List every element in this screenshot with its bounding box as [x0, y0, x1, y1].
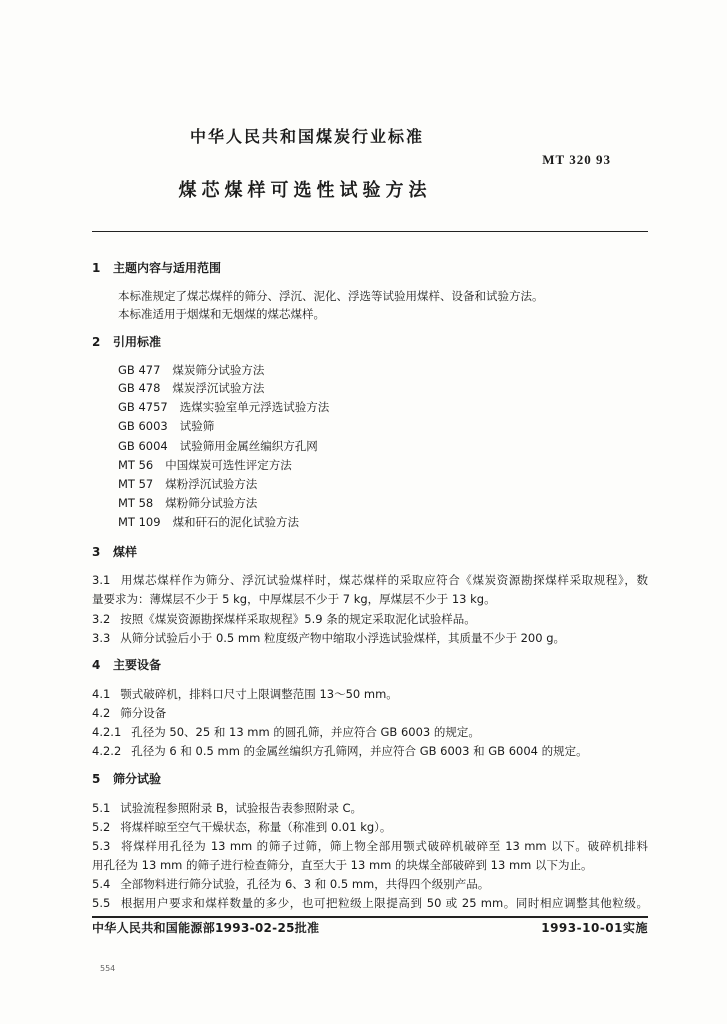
clause-number: 5.1	[92, 801, 111, 815]
reference-item	[118, 438, 318, 454]
reference-title: 选煤实验室单元浮选试验方法	[179, 400, 330, 414]
reference-item	[118, 514, 299, 530]
section-1-heading	[92, 260, 221, 276]
clause-text: 用煤芯煤样作为筛分、浮沉试验煤样时，煤芯煤样的采取应符合《煤炭资源勘探煤样采取规程》，数	[120, 573, 648, 587]
reference-code: GB 6004	[118, 439, 168, 453]
section-4-heading	[92, 657, 161, 673]
clause-number: 3.3	[92, 631, 111, 645]
clause-text: 孔径为 50、25 和 13 mm 的圆孔筛，并应符合 GB 6003 的规定。	[131, 725, 480, 739]
clause-line	[92, 800, 362, 816]
section-title: 筛分试验	[113, 772, 162, 786]
section-title: 煤样	[113, 545, 138, 559]
clause-number: 4.2	[92, 706, 111, 720]
reference-code: GB 478	[118, 381, 161, 395]
clause-line	[92, 895, 648, 911]
clause-line	[92, 876, 489, 892]
page-number: 554	[100, 964, 116, 973]
reference-code: MT 109	[118, 515, 161, 529]
reference-code: GB 4757	[118, 400, 168, 414]
reference-item	[118, 476, 257, 492]
approval-line: 中华人民共和国能源部1993-02-25批准	[92, 921, 320, 935]
reference-code: MT 56	[118, 458, 154, 472]
section-number: 1	[92, 261, 101, 275]
section-title: 引用标准	[113, 335, 162, 349]
reference-code: GB 6003	[118, 419, 168, 433]
header-divider	[92, 231, 648, 232]
section-number: 4	[92, 658, 101, 672]
standard-category: 中华人民共和国煤炭行业标准	[189, 127, 424, 146]
clause-line	[92, 705, 166, 721]
clause-line	[92, 572, 648, 588]
paragraph: 本标准适用于烟煤和无烟煤的煤芯煤样。	[118, 307, 325, 321]
reference-code: MT 58	[118, 496, 154, 510]
reference-title: 煤炭浮沉试验方法	[172, 381, 265, 395]
clause-line	[92, 743, 588, 759]
reference-code: GB 477	[118, 363, 161, 377]
clause-text: 按照《煤炭资源勘探煤样采取规程》5.9 条的规定采取泥化试验样品。	[120, 612, 476, 626]
section-3-heading	[92, 544, 137, 560]
clause-text: 试验流程参照附录 B，试验报告表参照附录 C。	[120, 801, 363, 815]
reference-item	[118, 399, 329, 415]
reference-item	[118, 362, 264, 378]
standard-code: MT 320 93	[542, 152, 611, 167]
section-2-heading	[92, 334, 161, 350]
clause-text: 根据用户要求和煤样数量的多少，也可把粒级上限提高到 50 或 25 mm。同时相应调整其他粒级。	[120, 896, 648, 910]
clause-number: 3.1	[92, 573, 111, 587]
reference-title: 煤炭筛分试验方法	[172, 363, 265, 377]
paragraph: 本标准规定了煤芯煤样的筛分、浮沉、泥化、浮选等试验用煤样、设备和试验方法。	[118, 289, 544, 303]
clause-line	[92, 724, 480, 740]
clause-text: 全部物料进行筛分试验，孔径为 6、3 和 0.5 mm，共得四个级别产品。	[120, 877, 490, 891]
clause-number: 4.1	[92, 687, 111, 701]
reference-title: 试验筛用金属丝编织方孔网	[179, 439, 318, 453]
clause-number: 5.4	[92, 877, 111, 891]
reference-item	[118, 457, 292, 473]
reference-title: 中国煤炭可选性评定方法	[165, 458, 292, 472]
clause-text: 将煤样用孔径为 13 mm 的筛子过筛，筛上物全部用颚式破碎机破碎至 13 mm 以下。破碎机排料	[120, 839, 648, 853]
clause-line	[92, 838, 648, 854]
clause-number: 5.3	[92, 839, 111, 853]
clause-number: 3.2	[92, 612, 111, 626]
section-5-heading	[92, 771, 161, 787]
clause-number: 5.5	[92, 896, 111, 910]
section-title: 主题内容与适用范围	[113, 261, 222, 275]
footer-divider	[92, 916, 648, 918]
section-number: 5	[92, 772, 101, 786]
reference-title: 煤粉筛分试验方法	[165, 496, 258, 510]
clause-line	[92, 611, 476, 627]
reference-title: 煤和矸石的泥化试验方法	[172, 515, 300, 529]
clause-text: 孔径为 6 和 0.5 mm 的金属丝编织方孔筛网，并应符合 GB 6003 和 GB 6004 的规定。	[131, 744, 588, 758]
section-number: 3	[92, 545, 101, 559]
clause-line	[92, 630, 565, 646]
clause-line: 量要求为：薄煤层不少于 5 kg，中厚煤层不少于 7 kg，厚煤层不少于 13 kg。	[92, 592, 496, 606]
clause-number: 5.2	[92, 820, 111, 834]
section-title: 主要设备	[113, 658, 162, 672]
clause-line	[92, 819, 391, 835]
clause-line	[92, 686, 398, 702]
document-title: 煤芯煤样可选性试验方法	[178, 180, 432, 201]
implementation-date: 1993-10-01实施	[541, 921, 648, 935]
reference-item	[118, 380, 264, 396]
reference-item	[118, 418, 214, 434]
clause-number: 4.2.2	[92, 744, 122, 758]
clause-line: 用孔径为 13 mm 的筛子进行检查筛分，直至大于 13 mm 的块煤全部破碎到 13 mm 以下为止。	[92, 858, 593, 872]
reference-code: MT 57	[118, 477, 154, 491]
reference-item	[118, 495, 257, 511]
reference-title: 试验筛	[179, 419, 215, 433]
clause-text: 颚式破碎机，排料口尺寸上限调整范围 13～50 mm。	[120, 687, 398, 701]
reference-title: 煤粉浮沉试验方法	[165, 477, 258, 491]
clause-number: 4.2.1	[92, 725, 122, 739]
clause-text: 从筛分试验后小于 0.5 mm 粒度级产物中缩取小浮选试验煤样，其质量不少于 200 g。	[120, 631, 566, 645]
section-number: 2	[92, 335, 101, 349]
clause-text: 将煤样晾至空气干燥状态，称量（称准到 0.01 kg）。	[120, 820, 392, 834]
clause-text: 筛分设备	[120, 706, 167, 720]
